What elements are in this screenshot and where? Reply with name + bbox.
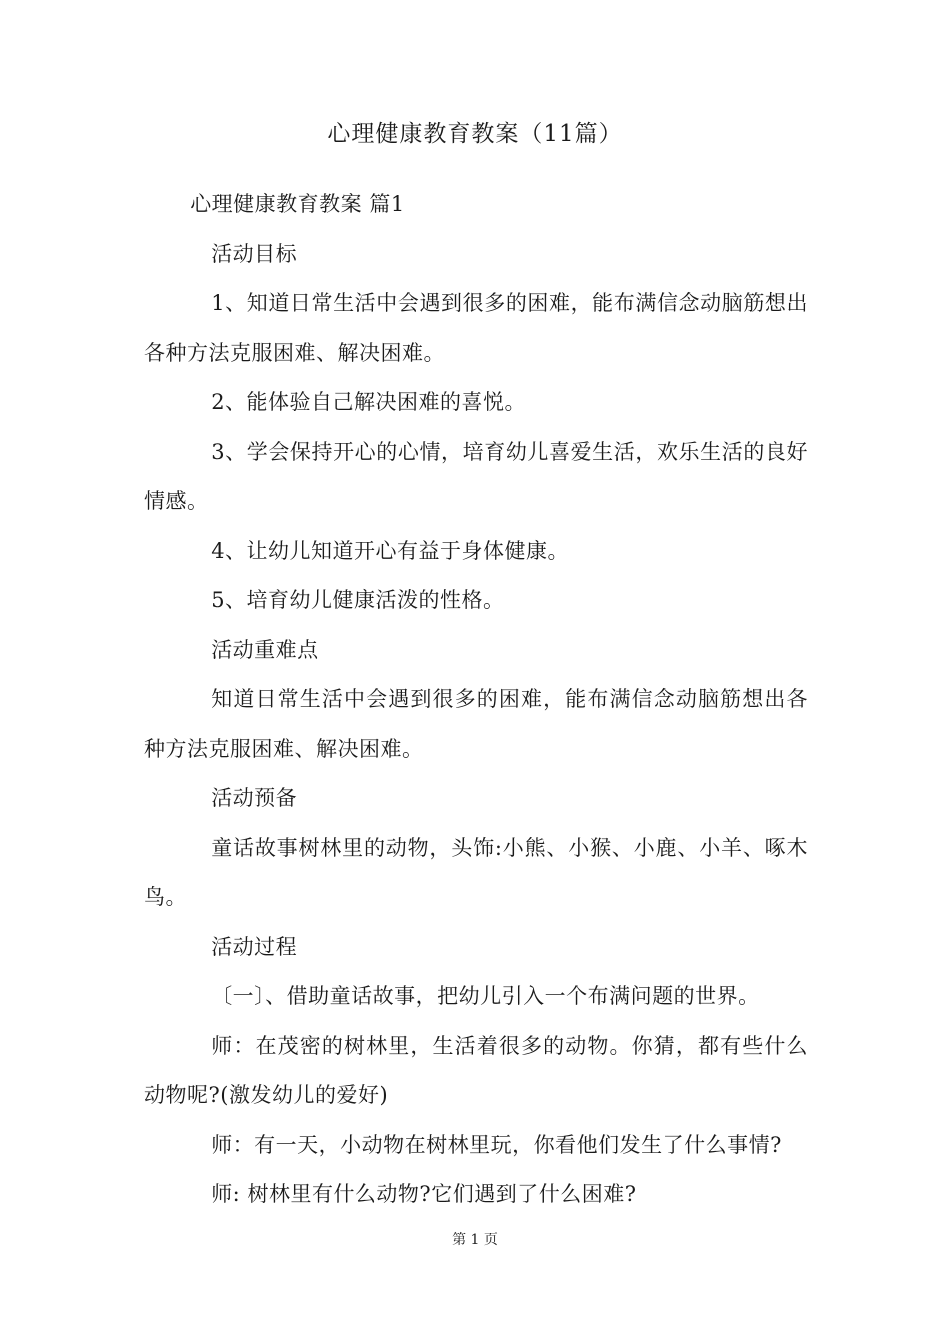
document-title: 心理健康教育教案（11篇） bbox=[327, 121, 623, 147]
body-paragraph: 2、能体验自己解决困难的喜悦。 bbox=[211, 390, 527, 414]
body-paragraph: 师: 树林里有什么动物?它们遇到了什么困难? bbox=[211, 1182, 637, 1206]
body-paragraph: 知道日常生活中会遇到很多的困难，能布满信念动脑筋想出各种方法克服困难、解决困难。 bbox=[144, 687, 808, 761]
section-heading: 活动预备 bbox=[211, 786, 298, 810]
body-paragraph: 〔一〕、借助童话故事，把幼儿引入一个布满问题的世界。 bbox=[211, 984, 760, 1008]
body-paragraph: 3、学会保持开心的心情，培育幼儿喜爱生活，欢乐生活的良好情感。 bbox=[144, 439, 808, 513]
section-heading: 活动过程 bbox=[211, 934, 298, 959]
body-paragraph: 童话故事树林里的动物，头饰:小熊、小猴、小鹿、小羊、啄木鸟。 bbox=[144, 835, 808, 909]
body-paragraph: 5、培育幼儿健康活泼的性格。 bbox=[211, 588, 505, 612]
body-paragraph: 师：有一天，小动物在树林里玩，你看他们发生了什么事情? bbox=[211, 1132, 782, 1157]
page-number: 第 1 页 bbox=[452, 1232, 498, 1248]
body-paragraph: 1、知道日常生活中会遇到很多的困难，能布满信念动脑筋想出各种方法克服困难、解决困难。 bbox=[144, 291, 808, 365]
document-body bbox=[144, 180, 808, 1220]
section-heading: 活动重难点 bbox=[211, 637, 319, 662]
body-paragraph: 师：在茂密的树林里，生活着很多的动物。你猜，都有些什么动物呢?(激发幼儿的爱好) bbox=[144, 1033, 808, 1107]
section-subhead: 心理健康教育教案 篇1 bbox=[190, 192, 405, 216]
body-paragraph: 4、让幼儿知道开心有益于身体健康。 bbox=[211, 538, 570, 563]
section-heading: 活动目标 bbox=[211, 241, 298, 266]
